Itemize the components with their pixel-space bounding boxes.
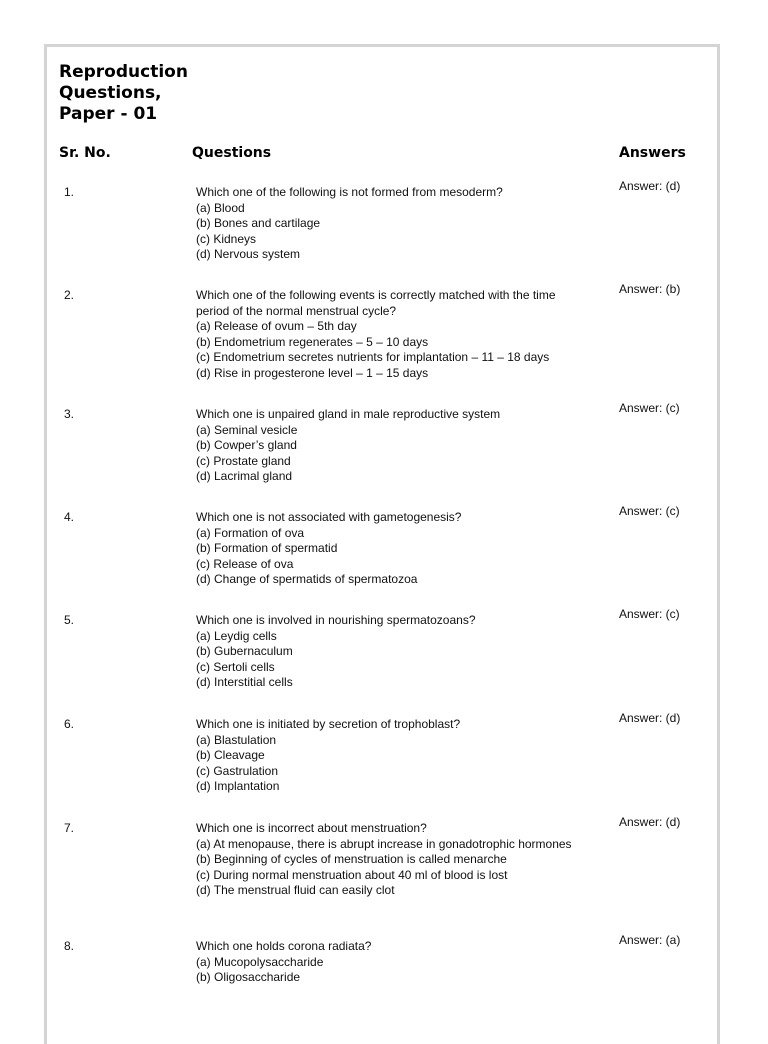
question-option: (d) Interstitial cells bbox=[196, 675, 293, 690]
question-option: (a) Release of ovum – 5th day bbox=[196, 319, 357, 334]
question-option: (c) During normal menstruation about 40 ml of blood is lost bbox=[196, 867, 508, 882]
question-number: 7. bbox=[64, 821, 75, 835]
question-stem: Which one is involved in nourishing spermatozoans? bbox=[196, 613, 476, 627]
question-stem: Which one is incorrect about menstruation? bbox=[196, 821, 427, 835]
question-option: (b) Endometrium regenerates – 5 – 10 days bbox=[196, 334, 429, 349]
header-sr-no: Sr. No. bbox=[59, 145, 111, 161]
document-title bbox=[59, 62, 188, 125]
question-option: (b) Oligosaccharide bbox=[196, 970, 301, 985]
question-option: (b) Cleavage bbox=[196, 748, 265, 763]
question-option: (a) Leydig cells bbox=[196, 628, 277, 643]
question-number: 3. bbox=[64, 407, 75, 421]
question-option: (a) At menopause, there is abrupt increase in gonadotrophic hormones bbox=[196, 836, 572, 851]
question-option: (a) Mucopolysaccharide bbox=[196, 954, 324, 969]
question-stem: Which one is unpaired gland in male reproductive system bbox=[196, 407, 501, 421]
question-text bbox=[196, 717, 596, 795]
question-option: (d) Rise in progesterone level – 1 – 15 days bbox=[196, 365, 429, 380]
question-number: 5. bbox=[64, 613, 75, 627]
question-answer: Answer: (d) bbox=[619, 815, 681, 829]
question-stem: Which one holds corona radiata? bbox=[196, 939, 372, 953]
question-stem: Which one of the following is not formed from mesoderm? bbox=[196, 185, 503, 199]
question-option: (c) Gastrulation bbox=[196, 763, 279, 778]
question-text bbox=[196, 185, 596, 263]
question-option: (d) Lacrimal gland bbox=[196, 469, 293, 484]
question-option: (a) Formation of ova bbox=[196, 525, 305, 540]
question-option: (c) Release of ova bbox=[196, 556, 294, 571]
question-option: (b) Bones and cartilage bbox=[196, 216, 321, 231]
question-number: 1. bbox=[64, 185, 75, 199]
question-text bbox=[196, 613, 596, 691]
question-option: period of the normal menstrual cycle? bbox=[196, 303, 397, 318]
question-option: (a) Blood bbox=[196, 200, 245, 215]
question-option: (c) Kidneys bbox=[196, 231, 257, 246]
question-number: 4. bbox=[64, 510, 75, 524]
question-text bbox=[196, 510, 596, 588]
question-option: (d) Change of spermatids of spermatozoa bbox=[196, 572, 418, 587]
question-number: 2. bbox=[64, 288, 75, 302]
title-line: Paper - 01 bbox=[59, 104, 158, 124]
question-stem: Which one of the following events is correctly matched with the time bbox=[196, 288, 556, 302]
question-option: (d) Nervous system bbox=[196, 247, 301, 262]
question-answer: Answer: (c) bbox=[619, 504, 680, 518]
question-option: (d) Implantation bbox=[196, 779, 280, 794]
question-text bbox=[196, 288, 596, 382]
question-option: (b) Formation of spermatid bbox=[196, 541, 338, 556]
question-option: (b) Beginning of cycles of menstruation is called menarche bbox=[196, 852, 507, 867]
question-option: (a) Seminal vesicle bbox=[196, 422, 298, 437]
question-answer: Answer: (d) bbox=[619, 179, 681, 193]
question-option: (d) The menstrual fluid can easily clot bbox=[196, 883, 395, 898]
question-answer: Answer: (c) bbox=[619, 401, 680, 415]
question-option: (c) Prostate gland bbox=[196, 453, 291, 468]
question-answer: Answer: (d) bbox=[619, 711, 681, 725]
document-page bbox=[44, 44, 720, 1044]
question-option: (a) Blastulation bbox=[196, 732, 277, 747]
title-line: Questions, bbox=[59, 83, 162, 103]
question-answer: Answer: (b) bbox=[619, 282, 681, 296]
question-answer: Answer: (c) bbox=[619, 607, 680, 621]
question-stem: Which one is not associated with gametogenesis? bbox=[196, 510, 462, 524]
question-text bbox=[196, 939, 596, 986]
question-number: 6. bbox=[64, 717, 75, 731]
question-text bbox=[196, 407, 596, 485]
header-questions: Questions bbox=[192, 145, 272, 161]
question-stem: Which one is initiated by secretion of trophoblast? bbox=[196, 717, 461, 731]
header-answers: Answers bbox=[619, 145, 686, 161]
question-option: (b) Cowper’s gland bbox=[196, 438, 297, 453]
question-text bbox=[196, 821, 596, 899]
title-line: Reproduction bbox=[59, 62, 188, 82]
question-option: (c) Endometrium secretes nutrients for implantation – 11 – 18 days bbox=[196, 350, 550, 365]
question-option: (c) Sertoli cells bbox=[196, 659, 275, 674]
question-number: 8. bbox=[64, 939, 75, 953]
question-option: (b) Gubernaculum bbox=[196, 644, 293, 659]
question-answer: Answer: (a) bbox=[619, 933, 681, 947]
